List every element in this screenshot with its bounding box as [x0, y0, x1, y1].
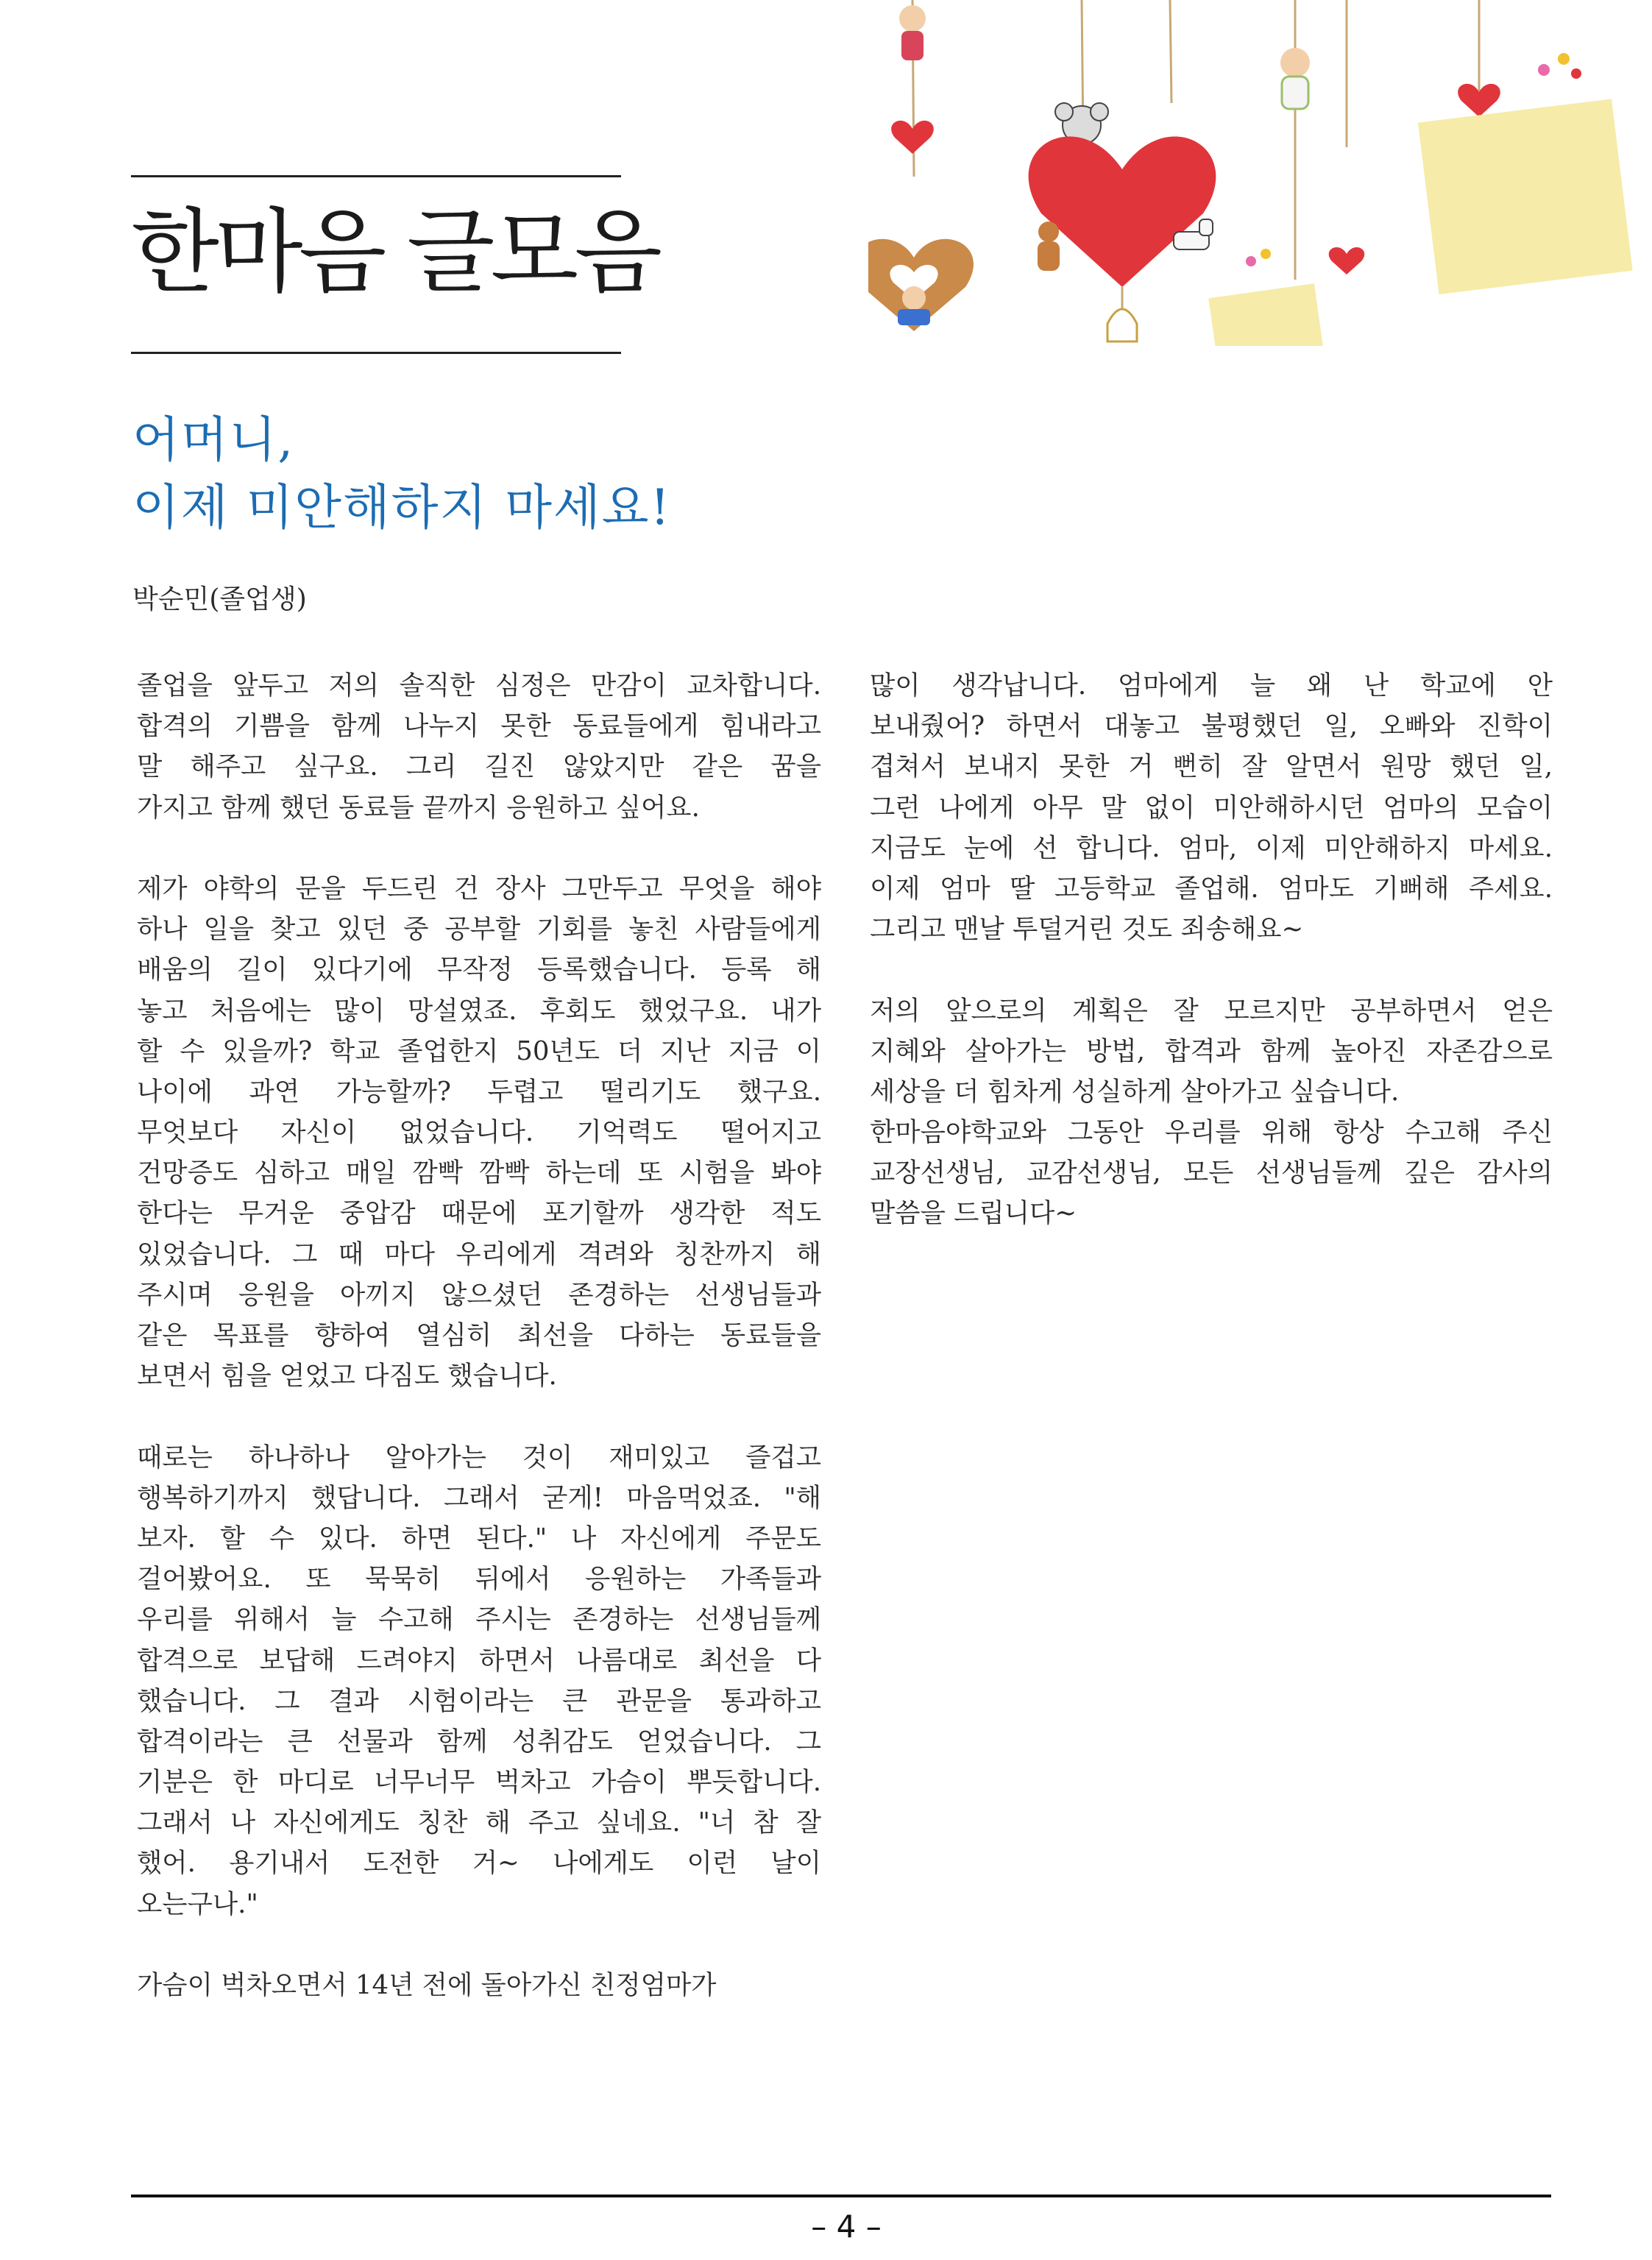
text-line: 합격이라는 큰 선물과 함께 성취감도 얻었습니다. 그 [137, 1726, 821, 1757]
text-line: 나이에 과연 가능할까? 두렵고 떨리기도 했구요. [137, 1076, 821, 1107]
text-line: 지혜와 살아가는 방법, 합격과 함께 높아진 자존감으로 [870, 1035, 1553, 1066]
text-line: 많이 생각납니다. 엄마에게 늘 왜 난 학교에 안 [870, 670, 1553, 701]
section-title: 한마음 글모음 [131, 199, 659, 305]
left-column [137, 665, 821, 2005]
text-line: 교장선생님, 교감선생님, 모든 선생님들께 깊은 감사의 [870, 1158, 1553, 1189]
text-line: 그래서 나 자신에게도 칭찬 해 주고 싶네요. "너 참 잘 [137, 1807, 821, 1838]
text-line: 한다는 무거운 중압감 때문에 포기할까 생각한 적도 [137, 1198, 821, 1229]
text-line: 말씀을 드립니다~ [870, 1198, 1077, 1229]
text-line: 행복하기까지 했답니다. 그래서 굳게! 마음먹었죠. "해 [137, 1482, 821, 1513]
article-title-line: 어머니, [132, 411, 295, 468]
article-title [132, 406, 942, 542]
text-line: 저의 앞으로의 계획은 잘 모르지만 공부하면서 얻은 [870, 995, 1553, 1026]
small-heart-icon [1329, 247, 1365, 274]
text-line: 그런 나에게 아무 말 없이 미안해하시던 엄마의 모습이 [870, 792, 1553, 823]
text-line: 했습니다. 그 결과 시험이라는 큰 관문을 통과하고 [137, 1685, 821, 1716]
text-line: 그리고 맨날 투덜거린 것도 죄송해요~ [870, 914, 1304, 945]
text-line: 제가 야학의 문을 두드린 건 장사 그만두고 무엇을 해야 [137, 873, 821, 904]
text-line: 놓고 처음에는 많이 망설였죠. 후회도 했었구요. 내가 [137, 995, 821, 1026]
text-line: 가지고 함께 했던 동료들 끝까지 응원하고 싶어요. [137, 792, 700, 823]
page-number: – 4 – [811, 2208, 882, 2245]
hanging-decorations-illustration [868, 0, 1652, 346]
text-line: 이제 엄마 딸 고등학교 졸업해. 엄마도 기뻐해 주세요. [870, 873, 1553, 904]
author-byline: 박순민(졸업생) [132, 584, 307, 614]
text-line: 주시며 응원을 아끼지 않으셨던 존경하는 선생님들과 [137, 1279, 821, 1310]
paragraph-gap [137, 828, 821, 868]
text-line: 때로는 하나하나 알아가는 것이 재미있고 즐겁고 [137, 1442, 821, 1473]
text-line: 배움의 길이 있다기에 무작정 등록했습니다. 등록 해 [137, 954, 821, 985]
title-bottom-rule [131, 352, 621, 354]
text-line: 보면서 힘을 얻었고 다짐도 했습니다. [137, 1361, 557, 1392]
text-line: 겹쳐서 보내지 못한 거 뻔히 잘 알면서 원망 했던 일, [870, 751, 1553, 782]
text-line: 하나 일을 찾고 있던 중 공부할 기회를 놓친 사람들에게 [137, 914, 821, 945]
text-line: 걸어봤어요. 또 묵묵히 뒤에서 응원하는 가족들과 [137, 1564, 821, 1595]
text-line: 했어. 용기내서 도전한 거~ 나에게도 이런 날이 [137, 1848, 821, 1879]
text-line: 말 해주고 싶구요. 그리 길진 않았지만 같은 꿈을 [137, 751, 821, 782]
child-figure-icon [899, 5, 926, 60]
text-line: 우리를 위해서 늘 수고해 주시는 존경하는 선생님들께 [137, 1604, 821, 1635]
sticky-note-icon [1418, 99, 1633, 294]
text-line: 한마음야학교와 그동안 우리를 위해 항상 수고해 주신 [870, 1117, 1553, 1148]
text-line: 같은 목표를 향하여 열심히 최선을 다하는 동료들을 [137, 1320, 821, 1350]
footer-rule [131, 2195, 1551, 2197]
gingerbread-icon [1038, 222, 1060, 271]
text-line: 합격으로 보답해 드려야지 하면서 나름대로 최선을 다 [137, 1645, 821, 1676]
right-column [870, 665, 1553, 1234]
text-line: 졸업을 앞두고 저의 솔직한 심정은 만감이 교차합니다. [137, 670, 821, 701]
text-line: 지금도 눈에 선 합니다. 엄마, 이제 미안해하지 마세요. [870, 832, 1553, 863]
paragraph-gap [137, 1396, 821, 1437]
paragraph-gap [870, 949, 1553, 990]
text-line: 보자. 할 수 있다. 하면 된다." 나 자신에게 주문도 [137, 1523, 821, 1554]
text-line: 건망증도 심하고 매일 깜빡 깜빡 하는데 또 시험을 봐야 [137, 1158, 821, 1189]
text-line: 기분은 한 마디로 너무너무 벅차고 가슴이 뿌듯합니다. [137, 1767, 821, 1798]
text-line: 무엇보다 자신이 없었습니다. 기억력도 떨어지고 [137, 1117, 821, 1148]
paragraph-gap [137, 1924, 821, 1965]
text-line: 세상을 더 힘차게 성실하게 살아가고 싶습니다. [870, 1076, 1400, 1107]
text-line: 오는구나." [137, 1888, 258, 1919]
sticky-note-icon [1208, 283, 1326, 346]
text-line: 가슴이 벅차오면서 14년 전에 돌아가신 친정엄마가 [137, 1970, 717, 2000]
article-title-line: 이제 미안해하지 마세요! [132, 479, 672, 536]
text-line: 할 수 있을까? 학교 졸업한지 50년도 더 지난 지금 이 [137, 1035, 821, 1066]
title-top-rule [131, 175, 621, 177]
child-figure-icon [1280, 48, 1310, 109]
text-line: 있었습니다. 그 때 마다 우리에게 격려와 칭찬까지 해 [137, 1239, 821, 1269]
birdcage-icon [1107, 309, 1137, 341]
text-line: 보내줬어? 하면서 대놓고 불평했던 일, 오빠와 진학이 [870, 711, 1553, 742]
text-line: 합격의 기쁨을 함께 나누지 못한 동료들에게 힘내라고 [137, 711, 821, 742]
